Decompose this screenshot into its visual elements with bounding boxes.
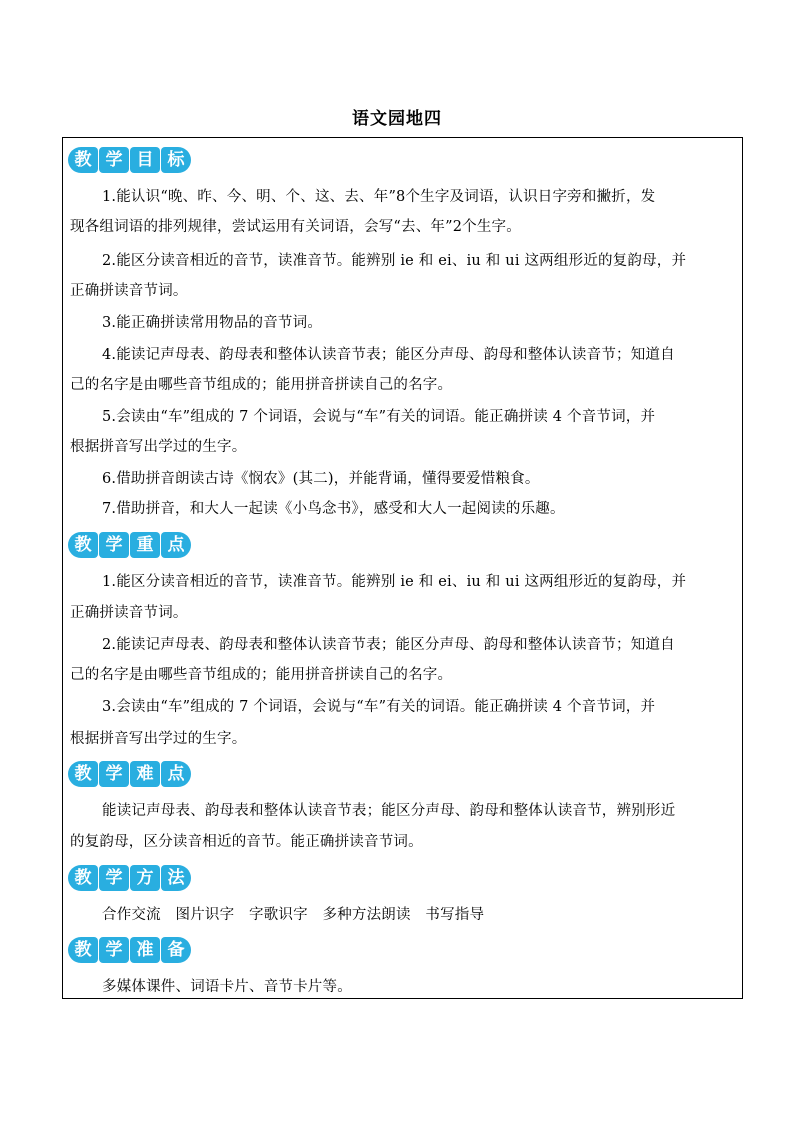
badge-char: 准 <box>130 937 160 963</box>
badge-char: 教 <box>68 865 98 891</box>
badge-char: 学 <box>99 865 129 891</box>
badge-char: 学 <box>99 761 129 787</box>
badge-char: 学 <box>99 937 129 963</box>
section-badge-method <box>68 865 191 891</box>
goal-line: 3.能正确拼读常用物品的音节词。 <box>102 315 323 331</box>
badge-char: 方 <box>130 865 160 891</box>
key-line: 3.会读由“车”组成的 7 个词语，会说与“车”有关的词语。能正确拼读 4 个音节词，并 <box>102 699 656 715</box>
page-title: 语文园地四 <box>352 109 442 129</box>
badge-char: 教 <box>68 937 98 963</box>
goal-line: 4.能读记声母表、韵母表和整体认读音节表；能区分声母、韵母和整体认读音节；知道自 <box>102 347 675 363</box>
goal-line: 正确拼读音节词。 <box>70 283 188 299</box>
goal-line: 1.能认识“晚、昨、今、明、个、这、去、年”8个生字及词语，认识日字旁和撇折，发 <box>102 189 656 205</box>
section-badge-prep <box>68 937 191 963</box>
badge-char: 教 <box>68 532 98 558</box>
badge-char: 教 <box>68 147 98 173</box>
goal-line: 现各组词语的排列规律，尝试运用有关词语，会写“去、年”2个生字。 <box>70 219 521 235</box>
badge-char: 目 <box>130 147 160 173</box>
key-line: 2.能读记声母表、韵母表和整体认读音节表；能区分声母、韵母和整体认读音节；知道自 <box>102 637 675 653</box>
key-line: 根据拼音写出学过的生字。 <box>70 731 247 747</box>
section-badge-goals <box>68 147 191 173</box>
goal-line: 己的名字是由哪些音节组成的；能用拼音拼读自己的名字。 <box>70 377 453 393</box>
badge-char: 备 <box>161 937 191 963</box>
goal-line: 6.借助拼音朗读古诗《悯农》(其二)，并能背诵，懂得要爱惜粮食。 <box>102 471 540 487</box>
key-line: 1.能区分读音相近的音节，读准音节。能辨别 ie 和 ei、iu 和 ui 这两组形近的复韵母，并 <box>102 574 687 590</box>
difficulty-line: 的复韵母，区分读音相近的音节。能正确拼读音节词。 <box>70 834 423 850</box>
badge-char: 点 <box>161 532 191 558</box>
badge-char: 标 <box>161 147 191 173</box>
section-badge-key <box>68 532 191 558</box>
badge-char: 学 <box>99 532 129 558</box>
key-line: 正确拼读音节词。 <box>70 605 188 621</box>
badge-char: 难 <box>130 761 160 787</box>
goal-line: 7.借助拼音，和大人一起读《小鸟念书》，感受和大人一起阅读的乐趣。 <box>102 501 565 517</box>
badge-char: 教 <box>68 761 98 787</box>
badge-char: 法 <box>161 865 191 891</box>
badge-char: 点 <box>161 761 191 787</box>
key-line: 己的名字是由哪些音节组成的；能用拼音拼读自己的名字。 <box>70 667 453 683</box>
section-badge-difficulty <box>68 761 191 787</box>
goal-line: 2.能区分读音相近的音节，读准音节。能辨别 ie 和 ei、iu 和 ui 这两组形近的复韵母，并 <box>102 253 687 269</box>
badge-char: 重 <box>130 532 160 558</box>
goal-line: 根据拼音写出学过的生字。 <box>70 439 247 455</box>
badge-char: 学 <box>99 147 129 173</box>
prep-line: 多媒体课件、词语卡片、音节卡片等。 <box>102 979 352 995</box>
difficulty-line: 能读记声母表、韵母表和整体认读音节表；能区分声母、韵母和整体认读音节，辨别形近 <box>102 803 676 819</box>
goal-line: 5.会读由“车”组成的 7 个词语，会说与“车”有关的词语。能正确拼读 4 个音节词，并 <box>102 409 656 425</box>
method-line: 合作交流 图片识字 字歌识字 多种方法朗读 书写指导 <box>102 907 485 923</box>
